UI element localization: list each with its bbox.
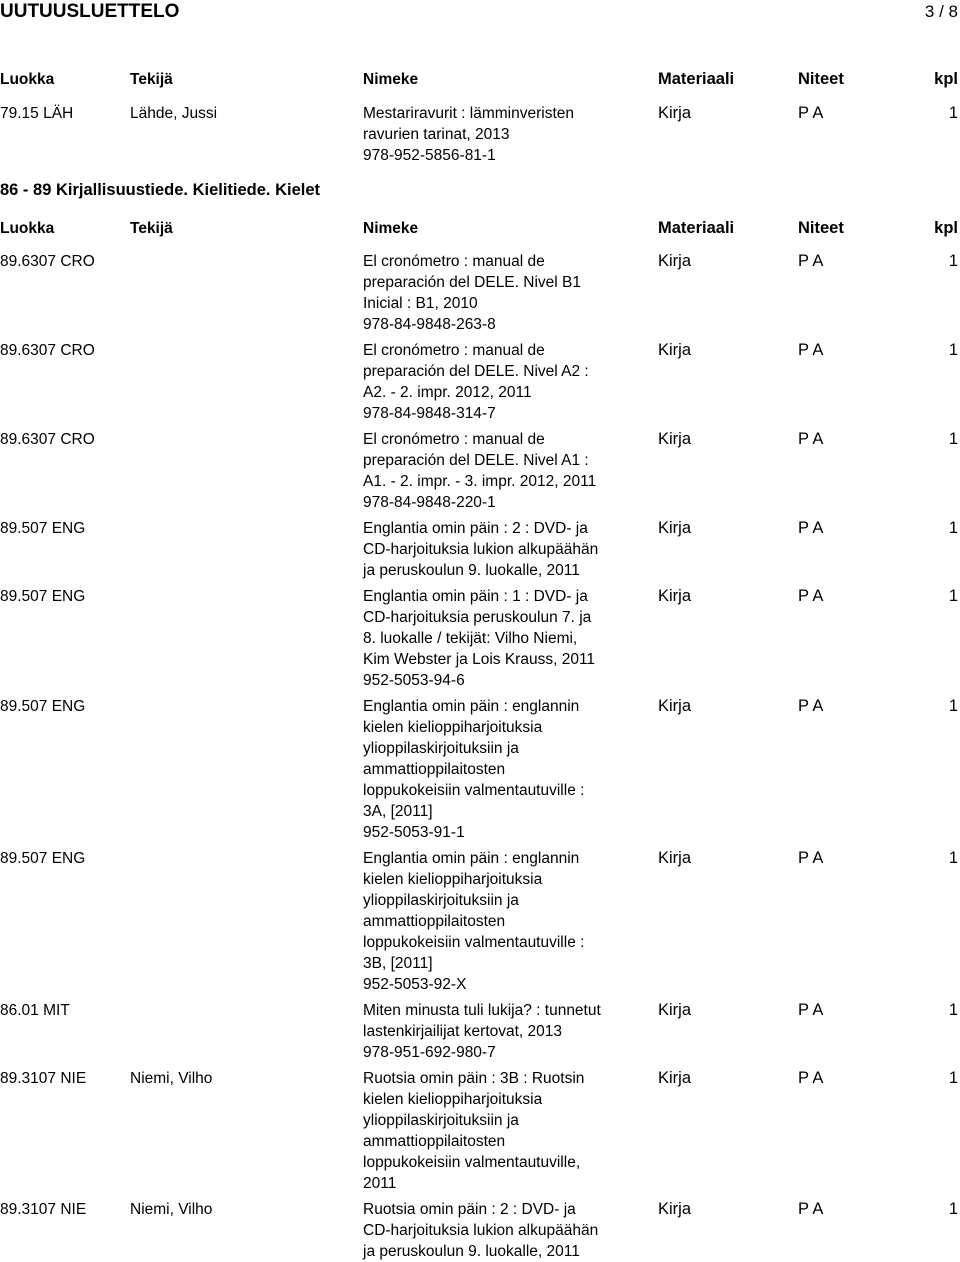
nimeke-line: CD-harjoituksia lukion alkupäähän xyxy=(363,541,599,558)
nimeke-line: preparación del DELE. Nivel A1 : xyxy=(363,452,589,469)
nimeke-line: loppukokeisiin valmentautuville, xyxy=(363,1154,581,1171)
nimeke-line: kielen kielioppiharjoituksia xyxy=(363,871,543,888)
cell-nimeke xyxy=(363,696,584,843)
cell-tekija: Lähde, Jussi xyxy=(130,105,218,122)
column-header-luokka: Luokka xyxy=(0,71,55,88)
nimeke-line: Mestariravurit : lämminveristen xyxy=(363,105,575,122)
column-header-nimeke: Nimeke xyxy=(363,220,419,237)
nimeke-line: 978-952-5856-81-1 xyxy=(363,147,496,164)
nimeke-line: preparación del DELE. Nivel B1 xyxy=(363,274,581,291)
cell-materiaali: Kirja xyxy=(658,519,692,537)
cell-luokka: 79.15 LÄH xyxy=(0,105,74,122)
cell-nimeke xyxy=(363,1068,584,1194)
page-number: 3 / 8 xyxy=(924,2,958,21)
nimeke-line: ammattioppilaitosten xyxy=(363,913,506,930)
cell-materiaali: Kirja xyxy=(658,104,692,122)
nimeke-line: 952-5053-91-1 xyxy=(363,824,465,841)
column-header-kpl: kpl xyxy=(934,219,958,237)
cell-luokka: 89.507 ENG xyxy=(0,850,86,867)
cell-kpl: 1 xyxy=(948,697,958,715)
nimeke-line: 2011 xyxy=(363,1175,397,1192)
page-title: UUTUUSLUETTELO xyxy=(0,1,180,22)
nimeke-line: ja peruskoulun 9. luokalle, 2011 xyxy=(363,1243,580,1260)
nimeke-line: 3B, [2011] xyxy=(363,955,433,972)
cell-niteet: P A xyxy=(798,519,824,537)
cell-niteet: P A xyxy=(798,430,824,448)
nimeke-line: loppukokeisiin valmentautuville : xyxy=(363,782,585,799)
cell-niteet: P A xyxy=(798,1069,824,1087)
cell-nimeke xyxy=(363,586,595,691)
section-heading: 86 - 89 Kirjallisuustiede. Kielitiede. Kielet xyxy=(0,181,321,199)
column-header-tekija: Tekijä xyxy=(130,71,173,88)
nimeke-line: 952-5053-92-X xyxy=(363,976,467,993)
cell-luokka: 86.01 MIT xyxy=(0,1002,70,1019)
column-header-niteet: Niteet xyxy=(798,219,844,237)
cell-luokka: 89.507 ENG xyxy=(0,588,86,605)
nimeke-line: A2. - 2. impr. 2012, 2011 xyxy=(363,384,532,401)
cell-niteet: P A xyxy=(798,849,824,867)
nimeke-line: ylioppilaskirjoituksiin ja xyxy=(363,892,519,909)
nimeke-line: Englantia omin päin : englannin xyxy=(363,850,580,867)
nimeke-line: Miten minusta tuli lukija? : tunnetut xyxy=(363,1002,601,1019)
cell-kpl: 1 xyxy=(948,104,958,122)
cell-materiaali: Kirja xyxy=(658,252,692,270)
cell-materiaali: Kirja xyxy=(658,1069,692,1087)
nimeke-line: El cronómetro : manual de xyxy=(363,253,545,270)
cell-nimeke xyxy=(363,429,596,513)
nimeke-line: Englantia omin päin : englannin xyxy=(363,698,580,715)
cell-kpl: 1 xyxy=(948,849,958,867)
cell-kpl: 1 xyxy=(948,430,958,448)
nimeke-line: 978-84-9848-314-7 xyxy=(363,405,496,422)
column-header-nimeke: Nimeke xyxy=(363,71,419,88)
cell-niteet: P A xyxy=(798,587,824,605)
nimeke-line: ammattioppilaitosten xyxy=(363,761,506,778)
cell-niteet: P A xyxy=(798,1200,824,1218)
nimeke-line: 952-5053-94-6 xyxy=(363,672,465,689)
nimeke-line: kielen kielioppiharjoituksia xyxy=(363,1091,543,1108)
cell-materiaali: Kirja xyxy=(658,341,692,359)
nimeke-line: 978-84-9848-220-1 xyxy=(363,494,496,511)
column-header-materiaali: Materiaali xyxy=(658,219,735,237)
cell-luokka: 89.6307 CRO xyxy=(0,253,95,270)
nimeke-line: lastenkirjailijat kertovat, 2013 xyxy=(363,1023,563,1040)
cell-nimeke xyxy=(363,1199,598,1262)
cell-luokka: 89.6307 CRO xyxy=(0,342,95,359)
cell-niteet: P A xyxy=(798,104,824,122)
cell-kpl: 1 xyxy=(948,587,958,605)
nimeke-line: 978-951-692-980-7 xyxy=(363,1044,496,1061)
cell-kpl: 1 xyxy=(948,252,958,270)
nimeke-line: 8. luokalle / tekijät: Vilho Niemi, xyxy=(363,630,578,647)
nimeke-line: Ruotsia omin päin : 3B : Ruotsin xyxy=(363,1070,585,1087)
nimeke-line: El cronómetro : manual de xyxy=(363,342,545,359)
cell-kpl: 1 xyxy=(948,519,958,537)
cell-tekija: Niemi, Vilho xyxy=(130,1201,213,1218)
nimeke-line: Englantia omin päin : 1 : DVD- ja xyxy=(363,588,588,605)
cell-nimeke xyxy=(363,1000,601,1063)
nimeke-line: Kim Webster ja Lois Krauss, 2011 xyxy=(363,651,596,668)
column-header-luokka: Luokka xyxy=(0,220,55,237)
cell-nimeke xyxy=(363,848,584,995)
cell-nimeke xyxy=(363,518,598,581)
cell-materiaali: Kirja xyxy=(658,430,692,448)
nimeke-line: ylioppilaskirjoituksiin ja xyxy=(363,740,519,757)
cell-materiaali: Kirja xyxy=(658,697,692,715)
cell-luokka: 89.507 ENG xyxy=(0,698,86,715)
cell-nimeke xyxy=(363,251,581,335)
nimeke-line: Englantia omin päin : 2 : DVD- ja xyxy=(363,520,588,537)
nimeke-line: ylioppilaskirjoituksiin ja xyxy=(363,1112,519,1129)
nimeke-line: loppukokeisiin valmentautuville : xyxy=(363,934,585,951)
cell-kpl: 1 xyxy=(948,341,958,359)
cell-nimeke xyxy=(363,340,589,424)
column-header-tekija: Tekijä xyxy=(130,220,173,237)
cell-niteet: P A xyxy=(798,341,824,359)
cell-materiaali: Kirja xyxy=(658,849,692,867)
column-header-row xyxy=(0,218,960,239)
nimeke-line: ja peruskoulun 9. luokalle, 2011 xyxy=(363,562,580,579)
cell-luokka: 89.3107 NIE xyxy=(0,1070,87,1087)
nimeke-line: El cronómetro : manual de xyxy=(363,431,545,448)
cell-kpl: 1 xyxy=(948,1069,958,1087)
cell-materiaali: Kirja xyxy=(658,1200,692,1218)
cell-kpl: 1 xyxy=(948,1001,958,1019)
nimeke-line: preparación del DELE. Nivel A2 : xyxy=(363,363,589,380)
cell-luokka: 89.3107 NIE xyxy=(0,1201,87,1218)
cell-luokka: 89.507 ENG xyxy=(0,520,86,537)
nimeke-line: 3A, [2011] xyxy=(363,803,433,820)
nimeke-line: ammattioppilaitosten xyxy=(363,1133,506,1150)
column-header-row xyxy=(0,69,960,90)
cell-niteet: P A xyxy=(798,697,824,715)
nimeke-line: ravurien tarinat, 2013 xyxy=(363,126,510,143)
nimeke-line: Ruotsia omin päin : 2 : DVD- ja xyxy=(363,1201,576,1218)
nimeke-line: 978-84-9848-263-8 xyxy=(363,316,496,333)
cell-niteet: P A xyxy=(798,252,824,270)
cell-materiaali: Kirja xyxy=(658,587,692,605)
nimeke-line: Inicial : B1, 2010 xyxy=(363,295,478,312)
column-header-materiaali: Materiaali xyxy=(658,70,735,88)
cell-kpl: 1 xyxy=(948,1200,958,1218)
nimeke-line: CD-harjoituksia peruskoulun 7. ja xyxy=(363,609,592,626)
cell-luokka: 89.6307 CRO xyxy=(0,431,95,448)
column-header-niteet: Niteet xyxy=(798,70,844,88)
nimeke-line: A1. - 2. impr. - 3. impr. 2012, 2011 xyxy=(363,473,597,490)
cell-materiaali: Kirja xyxy=(658,1001,692,1019)
column-header-kpl: kpl xyxy=(934,70,958,88)
cell-tekija: Niemi, Vilho xyxy=(130,1070,213,1087)
cell-niteet: P A xyxy=(798,1001,824,1019)
nimeke-line: CD-harjoituksia lukion alkupäähän xyxy=(363,1222,599,1239)
cell-nimeke xyxy=(363,103,574,166)
nimeke-line: kielen kielioppiharjoituksia xyxy=(363,719,543,736)
